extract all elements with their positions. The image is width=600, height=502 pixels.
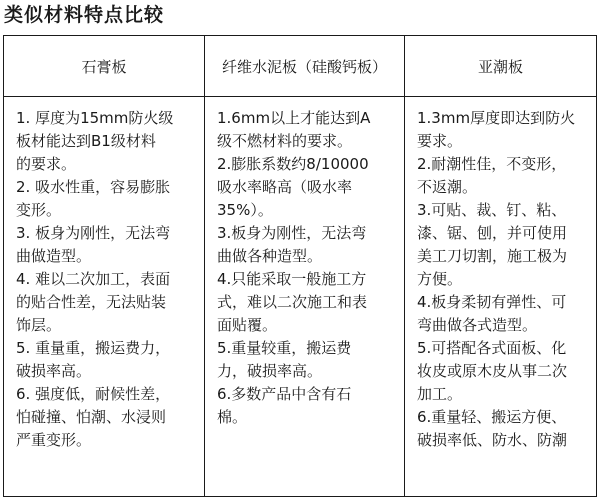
list-item: 3.可贴、裁、钉、粘、 漆、锯、刨，并可使用 美工刀切割，施工极为 方便。 — [417, 201, 568, 288]
list-item: 1.3mm厚度即达到防火 要求。 — [417, 109, 576, 150]
moisture-board-features — [405, 97, 597, 497]
list-item: 6.重量轻、搬运方便、 破损率低、防水、防潮 — [417, 408, 568, 449]
list-item: 5.重量较重，搬运费 力，破损率高。 — [217, 339, 352, 380]
list-item: 3. 板身为刚性，无法弯 曲做造型。 — [16, 224, 171, 265]
header-gypsum-board: 石膏板 — [4, 36, 205, 97]
list-item: 1.6mm以上才能达到A 级不燃材料的要求。 — [217, 109, 371, 150]
comparison-table — [3, 35, 597, 497]
list-item: 3.板身为刚性，无法弯 曲做各种造型。 — [217, 224, 367, 265]
list-item: 5.可搭配各式面板、化 妆皮或原木皮从事二次 加工。 — [417, 339, 568, 403]
list-item: 6. 强度低，耐候性差， 怕碰撞、怕潮、水浸则 严重变形。 — [16, 385, 171, 449]
content-row — [4, 97, 597, 497]
header-moisture-board: 亚潮板 — [405, 36, 597, 97]
list-item: 4.只能采取一般施工方 式，难以二次施工和表 面贴覆。 — [217, 270, 368, 334]
header-row — [4, 36, 597, 97]
gypsum-board-features — [4, 97, 205, 497]
page-title: 类似材料特点比较 — [4, 4, 165, 26]
list-item: 2.耐潮性佳，不变形， 不返潮。 — [417, 155, 567, 196]
list-item: 4. 难以二次加工，表面 的贴合性差，无法贴装 饰层。 — [16, 270, 171, 334]
list-item: 2. 吸水性重，容易膨胀 变形。 — [16, 178, 171, 219]
header-fiber-cement-board: 纤维水泥板（硅酸钙板） — [205, 36, 405, 97]
list-item: 6.多数产品中含有石 棉。 — [217, 385, 352, 426]
list-item: 1. 厚度为15mm防火级 板材能达到B1级材料 的要求。 — [16, 109, 174, 173]
fiber-cement-board-features — [205, 97, 405, 497]
list-item: 4.板身柔韧有弹性、可 弯曲做各式造型。 — [417, 293, 567, 334]
list-item: 2.膨胀系数约8/10000 吸水率略高（吸水率 35%）。 — [217, 155, 369, 219]
list-item: 5. 重量重，搬运费力， 破损率高。 — [16, 339, 171, 380]
